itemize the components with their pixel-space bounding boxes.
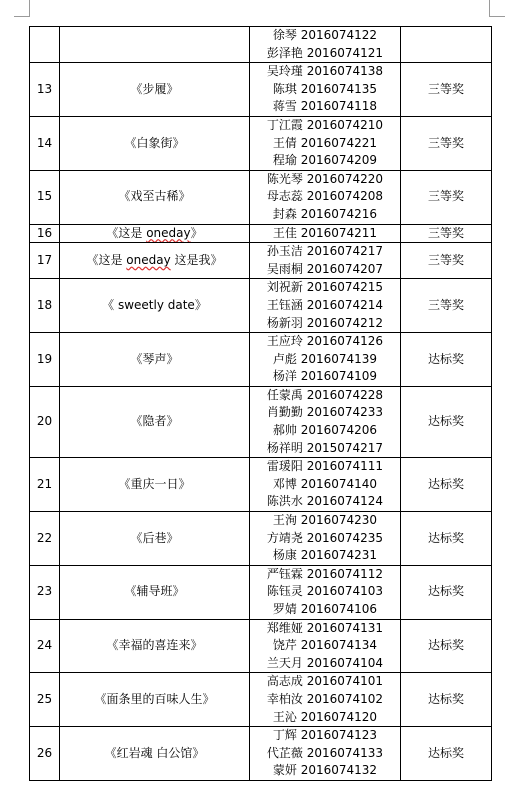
- row-number: 19: [30, 333, 60, 387]
- members-cell: [250, 512, 401, 566]
- work-title: [60, 279, 250, 333]
- crop-mark-left-h: [14, 16, 30, 17]
- member-entry: 严钰霖 2016074112: [266, 566, 384, 581]
- member-entry: 雷瑗阳 2016074111: [266, 459, 384, 474]
- members-cell: [250, 458, 401, 512]
- row-number: 15: [30, 170, 60, 224]
- title-text: 《后巷》: [130, 530, 179, 545]
- member-entry: 王钰涵 2016074214: [266, 297, 384, 312]
- row-number: 22: [30, 512, 60, 566]
- member-entry: 丁江霞 2016074210: [266, 117, 384, 132]
- work-title: [60, 619, 250, 673]
- member-entry: 高志成 2016074101: [266, 674, 384, 689]
- table-row: [30, 512, 492, 566]
- work-title: [60, 27, 250, 63]
- member-entry: 吴玲瑾 2016074138: [266, 64, 384, 79]
- award-level: 达标奖: [401, 619, 492, 673]
- table-row: [30, 63, 492, 117]
- table-row: [30, 243, 492, 279]
- member-entry: 王沁 2016074120: [272, 709, 378, 724]
- members-cell: [250, 386, 401, 457]
- table-row: [30, 333, 492, 387]
- members-cell: [250, 116, 401, 170]
- table-row: [30, 565, 492, 619]
- award-level: 达标奖: [401, 565, 492, 619]
- award-level: [401, 27, 492, 63]
- work-title: [60, 170, 250, 224]
- member-entry: 邓博 2016074140: [272, 476, 378, 491]
- table-row: [30, 386, 492, 457]
- work-title: [60, 565, 250, 619]
- title-text: 《重庆一日》: [118, 476, 191, 491]
- work-title: [60, 458, 250, 512]
- member-entry: 王应玲 2016074126: [266, 334, 384, 349]
- members-cell: [250, 27, 401, 63]
- award-level: 达标奖: [401, 458, 492, 512]
- row-number: 26: [30, 727, 60, 781]
- table-row: [30, 673, 492, 727]
- member-entry: 陈钰灵 2016074103: [266, 584, 384, 599]
- table-row: [30, 27, 492, 63]
- members-cell: [250, 673, 401, 727]
- member-entry: 丁辉 2016074123: [272, 728, 378, 743]
- members-cell: [250, 243, 401, 279]
- member-entry: 任蒙禹 2016074228: [266, 387, 384, 402]
- title-text: 《面条里的百味人生》: [94, 691, 215, 706]
- title-text: 《隐者》: [130, 414, 179, 429]
- row-number: 14: [30, 116, 60, 170]
- member-entry: 杨康 2016074231: [272, 548, 378, 563]
- members-cell: [250, 63, 401, 117]
- row-number: 23: [30, 565, 60, 619]
- row-number: 13: [30, 63, 60, 117]
- member-entry: 方靖尧 2016074235: [266, 530, 384, 545]
- member-entry: 肖勤勤 2016074233: [266, 405, 384, 420]
- member-entry: 刘祝新 2016074215: [266, 280, 384, 295]
- row-number: [30, 27, 60, 63]
- member-entry: 幸柏汝 2016074102: [266, 691, 384, 706]
- crop-mark-right: [489, 0, 490, 16]
- work-title: [60, 224, 250, 243]
- title-text: 《戏至古稀》: [118, 189, 191, 204]
- work-title: [60, 243, 250, 279]
- row-number: 25: [30, 673, 60, 727]
- title-text: 《红岩魂 白公馆》: [104, 745, 205, 760]
- member-entry: 陈洪水 2016074124: [266, 494, 384, 509]
- member-entry: 蒋雪 2016074118: [272, 99, 378, 114]
- title-text: 这是我》: [170, 252, 223, 267]
- award-level: 达标奖: [401, 333, 492, 387]
- table-row: [30, 458, 492, 512]
- members-cell: [250, 170, 401, 224]
- members-cell: [250, 727, 401, 781]
- crop-mark-left: [29, 0, 30, 16]
- member-entry: 王洵 2016074230: [272, 513, 378, 528]
- member-entry: 彭泽艳 2016074121: [266, 45, 384, 60]
- spellcheck-flagged-word: oneday: [126, 252, 171, 267]
- row-number: 21: [30, 458, 60, 512]
- row-number: 16: [30, 224, 60, 243]
- row-number: 17: [30, 243, 60, 279]
- table-row: [30, 224, 492, 243]
- member-entry: 陈琪 2016074135: [272, 81, 378, 96]
- title-text: 《步履》: [130, 81, 179, 96]
- member-entry: 封森 2016074216: [272, 206, 378, 221]
- title-text: 《这是: [106, 225, 147, 240]
- row-number: 20: [30, 386, 60, 457]
- member-entry: 代芷薇 2016074133: [266, 745, 384, 760]
- title-text: 《琴声》: [130, 351, 179, 366]
- spellcheck-flagged-word: oneday: [146, 225, 191, 240]
- work-title: [60, 116, 250, 170]
- member-entry: 王佳 2016074211: [272, 225, 378, 240]
- member-entry: 母志蕊 2016074208: [266, 189, 384, 204]
- award-level: 达标奖: [401, 512, 492, 566]
- members-cell: [250, 279, 401, 333]
- member-entry: 孙玉洁 2016074217: [266, 244, 384, 259]
- member-entry: 兰天月 2016074104: [266, 655, 384, 670]
- members-cell: [250, 224, 401, 243]
- work-title: [60, 512, 250, 566]
- members-cell: [250, 333, 401, 387]
- table-row: [30, 170, 492, 224]
- member-entry: 徐琴 2016074122: [272, 28, 378, 42]
- award-level: 三等奖: [401, 243, 492, 279]
- title-text: 《辅导班》: [124, 584, 185, 599]
- award-level: 三等奖: [401, 116, 492, 170]
- member-entry: 王倩 2016074221: [272, 135, 378, 150]
- member-entry: 郑维娅 2016074131: [266, 620, 384, 635]
- work-title: [60, 727, 250, 781]
- member-entry: 罗婧 2016074106: [272, 602, 378, 616]
- award-level: 三等奖: [401, 63, 492, 117]
- member-entry: 饶芹 2016074134: [272, 638, 378, 653]
- award-level: 达标奖: [401, 386, 492, 457]
- member-entry: 陈光琴 2016074220: [266, 171, 384, 186]
- award-level: 三等奖: [401, 279, 492, 333]
- member-entry: 卢彪 2016074139: [272, 351, 378, 366]
- member-entry: 杨洋 2016074109: [272, 369, 378, 384]
- members-cell: [250, 565, 401, 619]
- title-text: 《幸福的喜连来》: [106, 638, 203, 653]
- member-entry: 程瑜 2016074209: [272, 153, 378, 168]
- row-number: 24: [30, 619, 60, 673]
- member-entry: 蒙妍 2016074132: [272, 763, 378, 778]
- table-row: [30, 727, 492, 781]
- awards-table: [29, 26, 492, 781]
- work-title: [60, 63, 250, 117]
- table-row: [30, 279, 492, 333]
- table-row: [30, 619, 492, 673]
- award-level: 达标奖: [401, 727, 492, 781]
- crop-mark-right-h: [489, 16, 505, 17]
- title-text: 《 sweetly date》: [102, 297, 207, 312]
- table-row: [30, 116, 492, 170]
- member-entry: 杨新羽 2016074212: [266, 315, 384, 330]
- title-text: 《白象街》: [124, 135, 185, 150]
- member-entry: 吴雨桐 2016074207: [266, 261, 384, 276]
- award-level: 三等奖: [401, 224, 492, 243]
- member-entry: 郝帅 2016074206: [272, 423, 378, 438]
- title-text: 《这是: [86, 252, 127, 267]
- award-level: 达标奖: [401, 673, 492, 727]
- work-title: [60, 333, 250, 387]
- work-title: [60, 673, 250, 727]
- member-entry: 杨祥明 2015074217: [266, 440, 384, 455]
- row-number: 18: [30, 279, 60, 333]
- title-text: 》: [190, 225, 203, 240]
- work-title: [60, 386, 250, 457]
- award-level: 三等奖: [401, 170, 492, 224]
- members-cell: [250, 619, 401, 673]
